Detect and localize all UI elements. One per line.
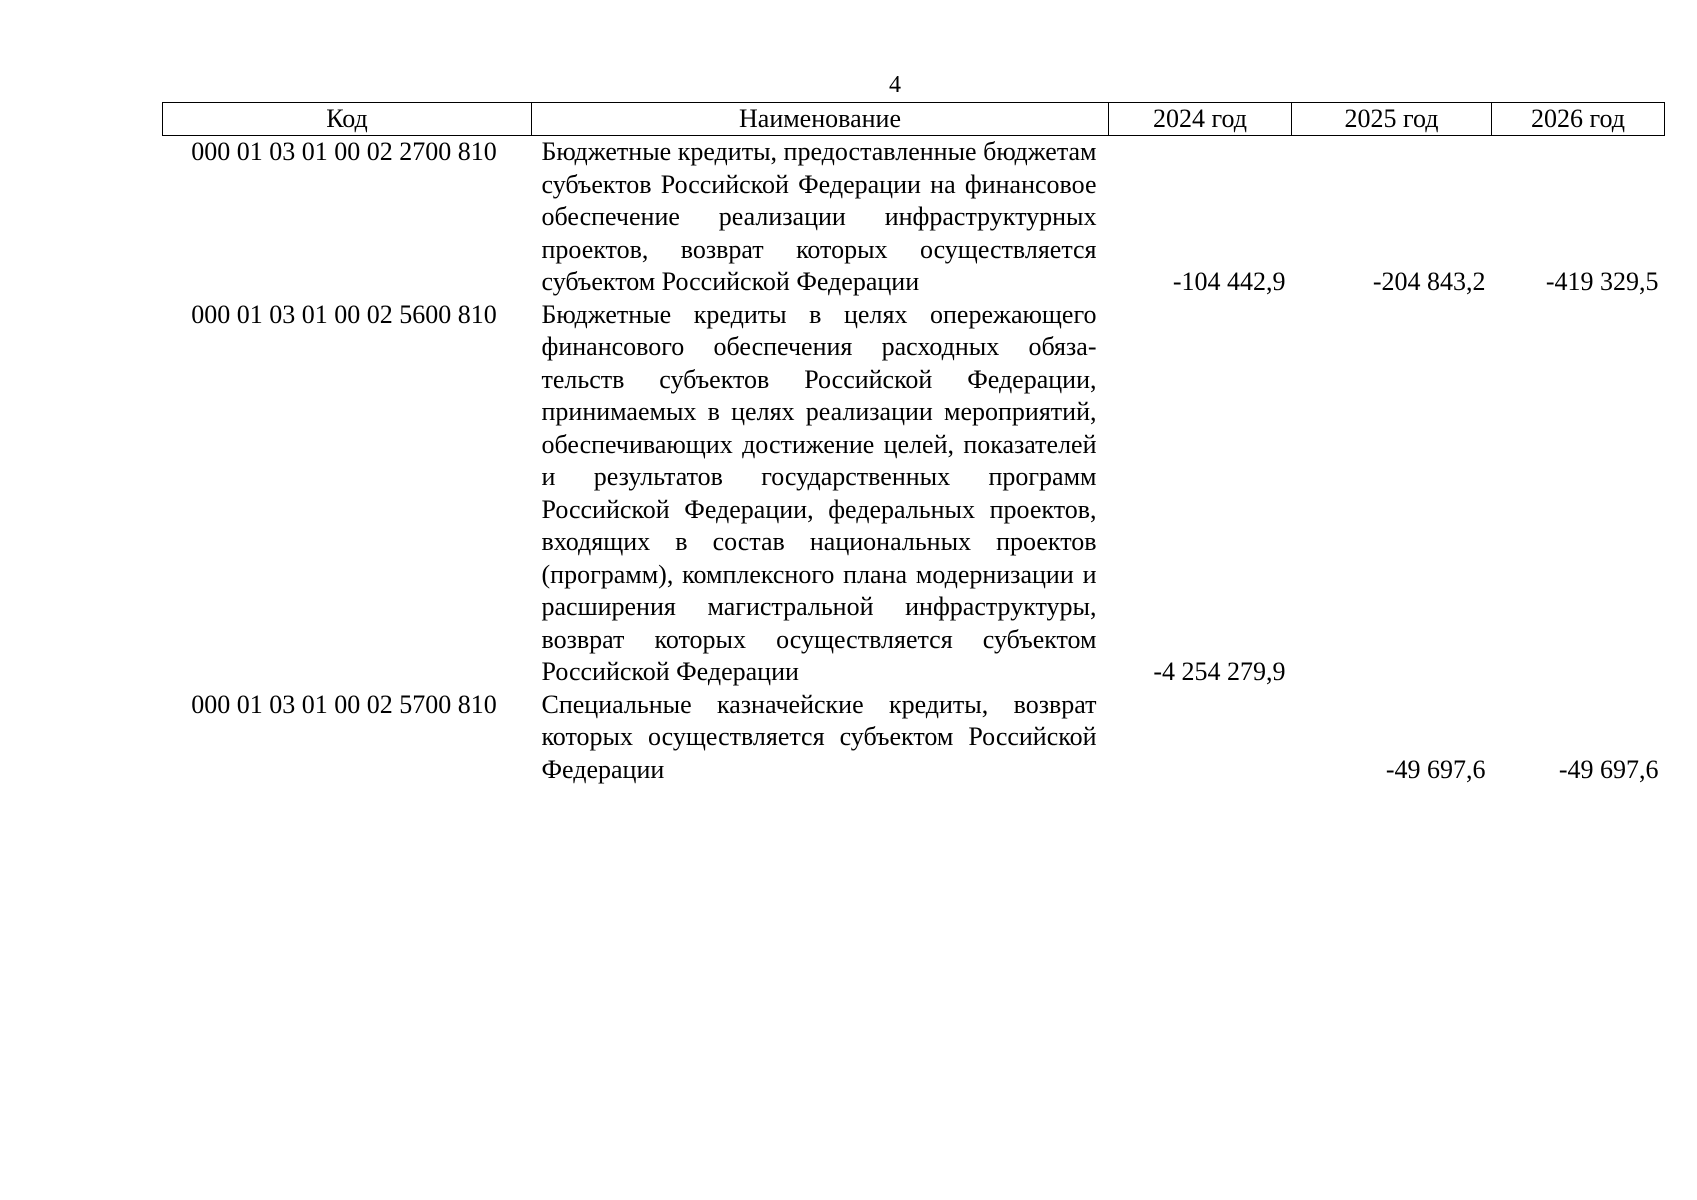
row-code: 000 01 03 01 00 02 2700 810 bbox=[191, 137, 497, 166]
header-row bbox=[163, 103, 1665, 136]
row-value-2026: -419 329,5 bbox=[1545, 267, 1659, 296]
budget-credits-table bbox=[162, 102, 1665, 786]
header-2024: 2024 год bbox=[1109, 103, 1292, 136]
header-name: Наименование bbox=[532, 103, 1109, 136]
row-value-2024 bbox=[1109, 689, 1292, 787]
row-value-2024: -104 442,9 bbox=[1172, 267, 1286, 296]
page-number: 4 bbox=[889, 72, 901, 98]
row-value-2025 bbox=[1292, 299, 1492, 689]
row-name: Бюджетные кредиты, предоставленные бюджетам субъектов Российской Федерации на финансовое обеспечение реализации инфраструктурных проектов, возврат которых осуществляется субъектом Российской Федерации bbox=[541, 137, 1097, 296]
header-code: Код bbox=[163, 103, 532, 136]
table-row bbox=[163, 689, 1665, 787]
row-name: Бюджетные кредиты в целях опережающего финансового обеспечения расходных обязательств субъектов Российской Федерации, принимаемых в целях реализации мероприятий, обеспечивающих достижение целей, показателей и результатов государственных программ Российской Федерации, федеральных проектов, входящих в состав национальных проектов (программ), комплексного плана модернизации и расширения магистральной инфраструктуры, возврат которых осуществляется субъектом Российской Федерации bbox=[541, 299, 1097, 686]
row-value-2026: -49 697,6 bbox=[1558, 754, 1659, 784]
table-header bbox=[163, 103, 1665, 136]
row-value-2025: -204 843,2 bbox=[1372, 267, 1486, 296]
table-row bbox=[163, 136, 1665, 299]
header-2026: 2026 год bbox=[1492, 103, 1665, 136]
table-body bbox=[163, 136, 1665, 787]
row-value-2025: -49 697,6 bbox=[1385, 754, 1486, 784]
row-value-2026 bbox=[1492, 299, 1665, 689]
row-code: 000 01 03 01 00 02 5700 810 bbox=[191, 689, 497, 719]
row-name: Специальные казначейские кредиты, возврат которых осуществляется субъектом Российской Федерации bbox=[541, 689, 1097, 784]
row-value-2024: -4 254 279,9 bbox=[1153, 657, 1286, 686]
header-2025: 2025 год bbox=[1292, 103, 1492, 136]
row-code: 000 01 03 01 00 02 5600 810 bbox=[191, 299, 497, 329]
table-row bbox=[163, 299, 1665, 689]
